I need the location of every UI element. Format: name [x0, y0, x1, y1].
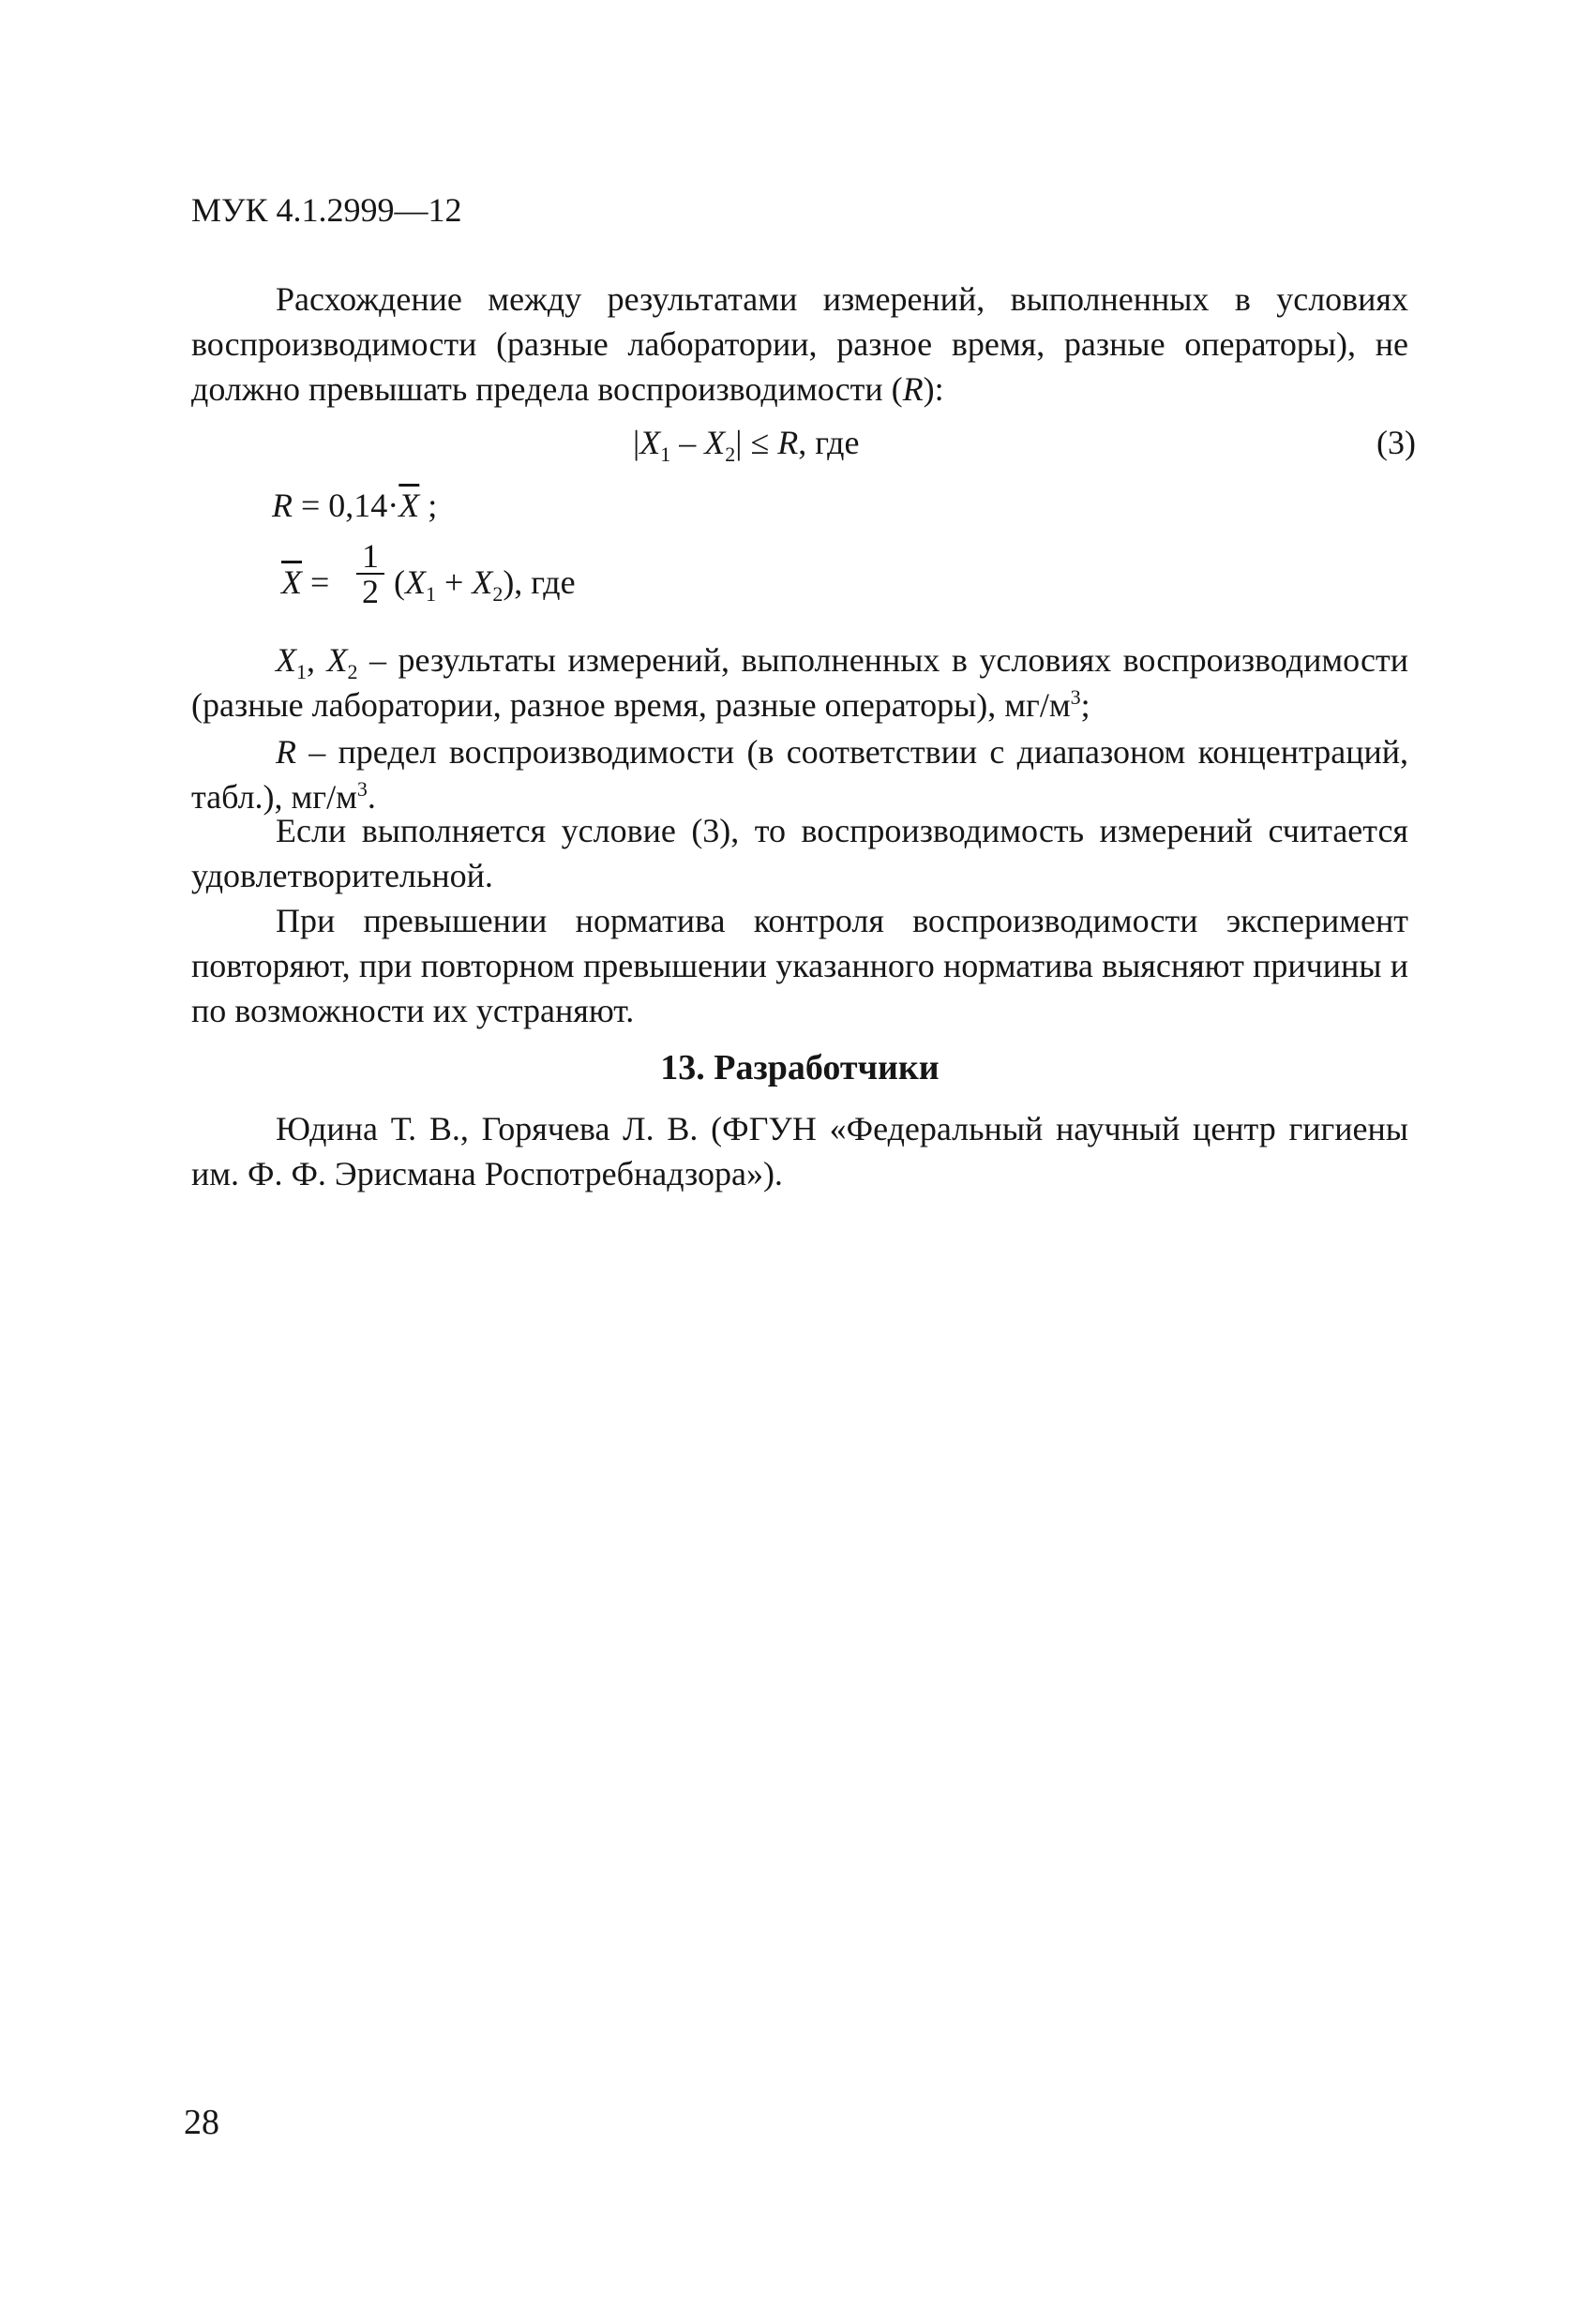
- paragraph-reproducibility: Расхождение между результатами измерений, выполненных в условиях воспроизводимости (разные лаборатории, разное время, разные операторы), не должно превышать предела воспроизводимости (R):: [191, 280, 1408, 408]
- formula-mean: $\overline{X}$ = $\frac{1}{2}$ $(X_1 + X_2)$, где: [281, 537, 576, 610]
- definition-r: R – предел воспроизводимости (в соответствии с диапазоном концентраций, табл.), $мг/м^3$.: [191, 733, 1408, 816]
- document-code: МУК 4.1.2999—12: [191, 191, 462, 229]
- paragraph-condition: Если выполняется условие (3), то воспроизводимость измерений считается удовлетворительной.: [191, 812, 1408, 894]
- section-heading-developers: 13. Разработчики: [660, 1048, 940, 1087]
- formula-3: $|X_1 - X_2| \le R$, где: [633, 424, 860, 467]
- paragraph-excess: При превышении норматива контроля воспроизводимости эксперимент повторяют, при повторном превышении указанного норматива выясняют причины и по возможности их устраняют.: [191, 902, 1408, 1029]
- fraction-one-half: $\frac{1}{2}$: [356, 539, 384, 608]
- paragraph-authors: Юдина Т. В., Горячева Л. В. (ФГУН «Федеральный научный центр гигиены им. Ф. Ф. Эрисмана Роспотребнадзора»).: [191, 1110, 1408, 1192]
- formula-r-limit: $R = 0,14\cdot\overline{X}$ ;: [272, 487, 438, 524]
- page-number: 28: [184, 2103, 219, 2142]
- formula-3-number: (3): [1376, 424, 1416, 461]
- definition-x1-x2: $X_1$, $X_2$ – результаты измерений, выполненных в условиях воспроизводимости (разные лаборатории, разное время, разные операторы), $мг/м^3$;: [191, 641, 1409, 724]
